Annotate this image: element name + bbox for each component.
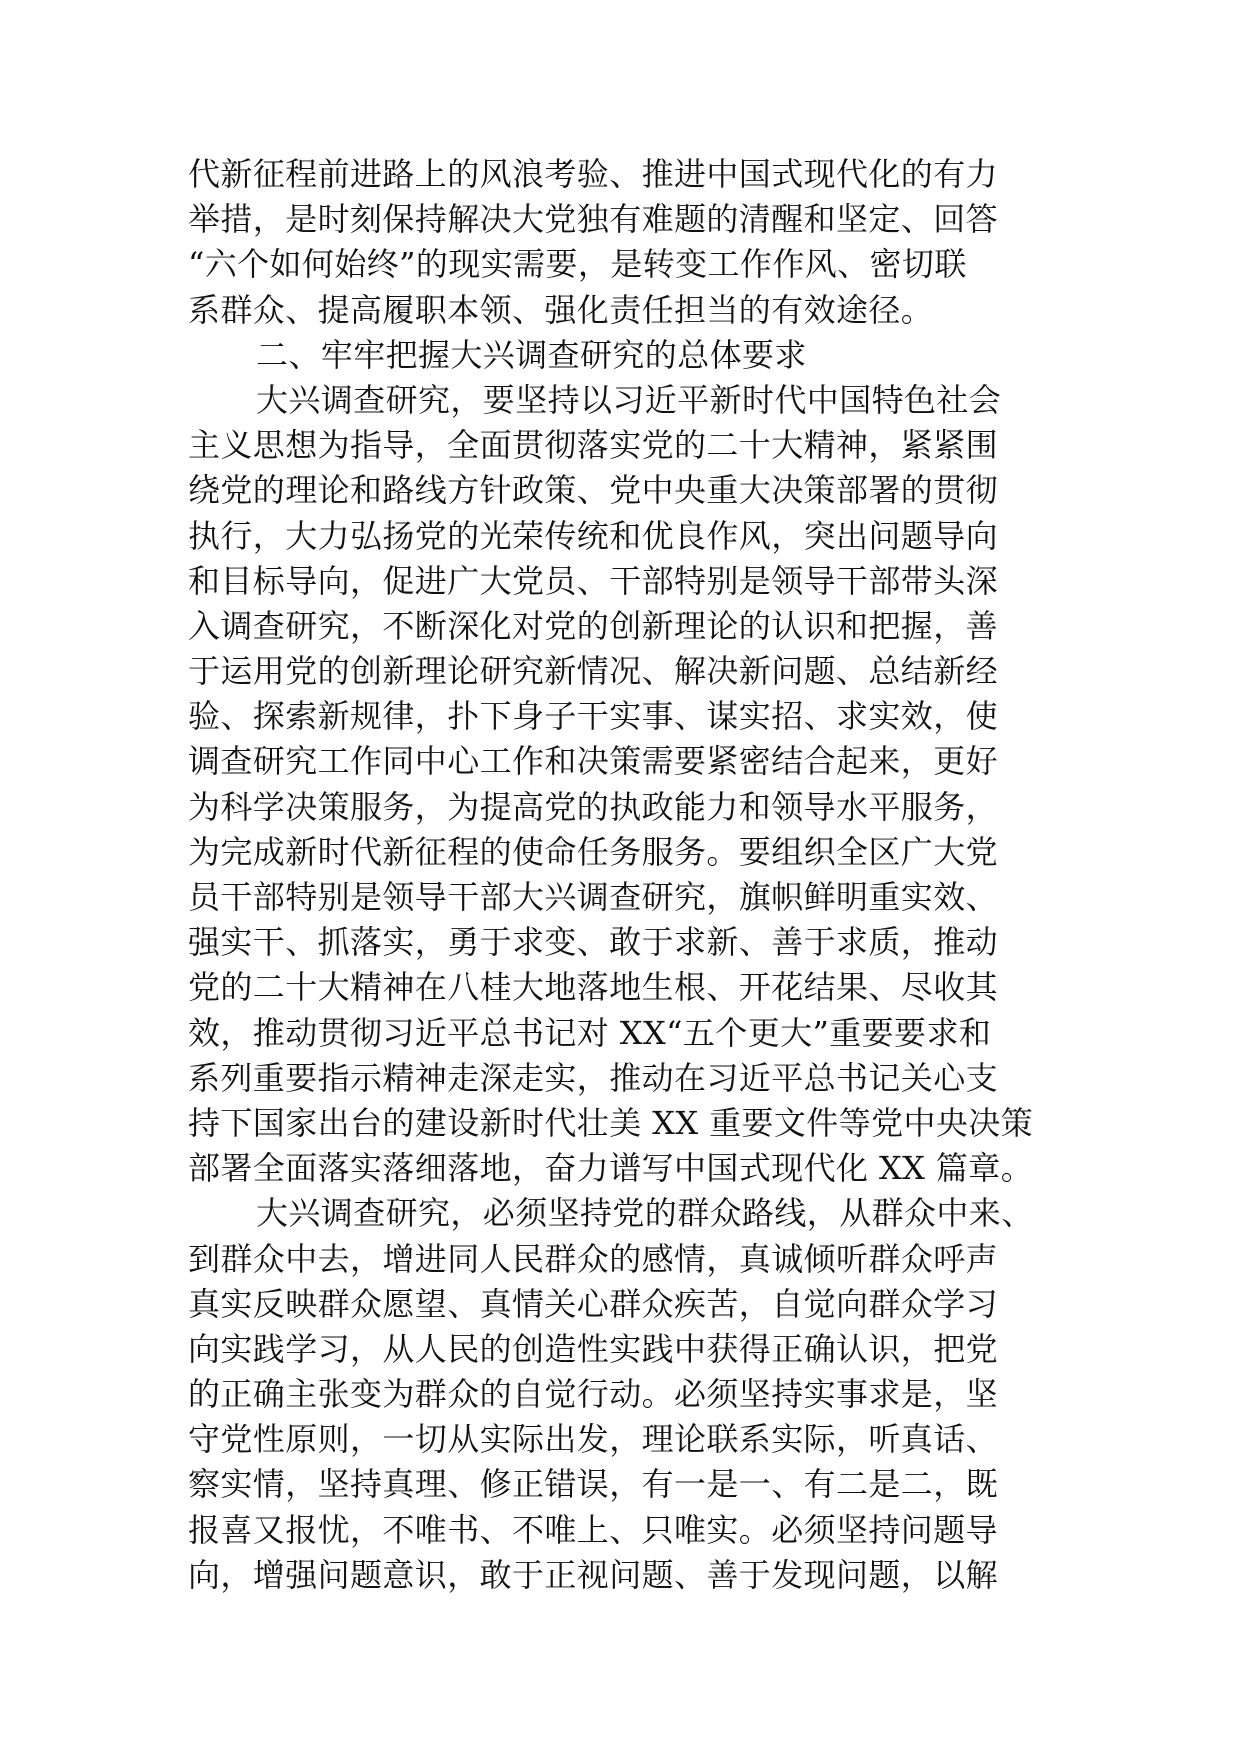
text-line: 为科学决策服务，为提高党的执政能力和领导水平服务， xyxy=(188,787,999,826)
text-line: 察实情，坚持真理、修正错误，有一是一、有二是二，既 xyxy=(188,1465,999,1504)
body-text xyxy=(188,152,1068,1598)
text-line: 举措，是时刻保持解决大党独有难题的清醒和坚定、回答 xyxy=(188,200,999,239)
text-line: 和目标导向，促进广大党员、干部特别是领导干部带头深 xyxy=(188,561,999,600)
text-line: 员干部特别是领导干部大兴调查研究，旗帜鲜明重实效、 xyxy=(188,878,999,916)
text-line: 向实践学习，从人民的创造性实践中获得正确认识，把党 xyxy=(188,1329,999,1368)
text-line: 系群众、提高履职本领、强化责任担当的有效途径。 xyxy=(188,290,934,329)
text-line: 守党性原则，一切从实际出发，理论联系实际，听真话、 xyxy=(188,1420,999,1459)
text-line: 向，增强问题意识，敢于正视问题、善于发现问题，以解 xyxy=(188,1555,999,1594)
text-line: 入调查研究，不断深化对党的创新理论的认识和把握，善 xyxy=(188,606,999,645)
text-line: 真实反映群众愿望、真情关心群众疾苦，自觉向群众学习 xyxy=(188,1284,999,1323)
text-line: 到群众中去，增进同人民群众的感情，真诚倾听群众呼声 xyxy=(188,1239,999,1278)
text-line: 系列重要指示精神走深走实，推动在习近平总书记关心支 xyxy=(188,1058,999,1097)
text-line: 强实干、抓落实，勇于求变、敢于求新、善于求质，推动 xyxy=(188,923,999,962)
text-line: 报喜又报忧，不唯书、不唯上、只唯实。必须坚持问题导 xyxy=(188,1510,999,1549)
text-line: 主义思想为指导，全面贯彻落实党的二十大精神，紧紧围 xyxy=(188,426,999,465)
text-line: 绕党的理论和路线方针政策、党中央重大决策部署的贯彻 xyxy=(188,471,999,510)
text-line: 于运用党的创新理论研究新情况、解决新问题、总结新经 xyxy=(188,652,999,691)
text-line: 二、牢牢把握大兴调查研究的总体要求 xyxy=(256,335,807,374)
text-line: 持下国家出台的建设新时代壮美 XX 重要文件等党中央决策 xyxy=(188,1103,1034,1142)
text-line: 部署全面落实落细落地，奋力谱写中国式现代化 XX 篇章。 xyxy=(188,1149,1034,1188)
text-line: 为完成新时代新征程的使命任务服务。要组织全区广大党 xyxy=(188,832,999,871)
text-line: 验、探索新规律，扑下身子干实事、谋实招、求实效，使 xyxy=(188,697,999,736)
text-line: 执行，大力弘扬党的光荣传统和优良作风，突出问题导向 xyxy=(188,516,999,555)
text-line: 调查研究工作同中心工作和决策需要紧密结合起来，更好 xyxy=(188,742,999,781)
text-line: 代新征程前进路上的风浪考验、推进中国式现代化的有力 xyxy=(188,155,999,193)
text-line: 大兴调查研究，必须坚持党的群众路线，从群众中来、 xyxy=(256,1194,1034,1233)
text-line: “六个如何始终”的现实需要，是转变工作作风、密切联 xyxy=(188,245,967,284)
text-line: 大兴调查研究，要坚持以习近平新时代中国特色社会 xyxy=(256,380,1002,419)
text-line: 的正确主张变为群众的自觉行动。必须坚持实事求是，坚 xyxy=(188,1375,999,1414)
text-line: 党的二十大精神在八桂大地落地生根、开花结果、尽收其 xyxy=(188,968,999,1007)
text-line: 效，推动贯彻习近平总书记对 XX“五个更大”重要要求和 xyxy=(188,1013,992,1052)
